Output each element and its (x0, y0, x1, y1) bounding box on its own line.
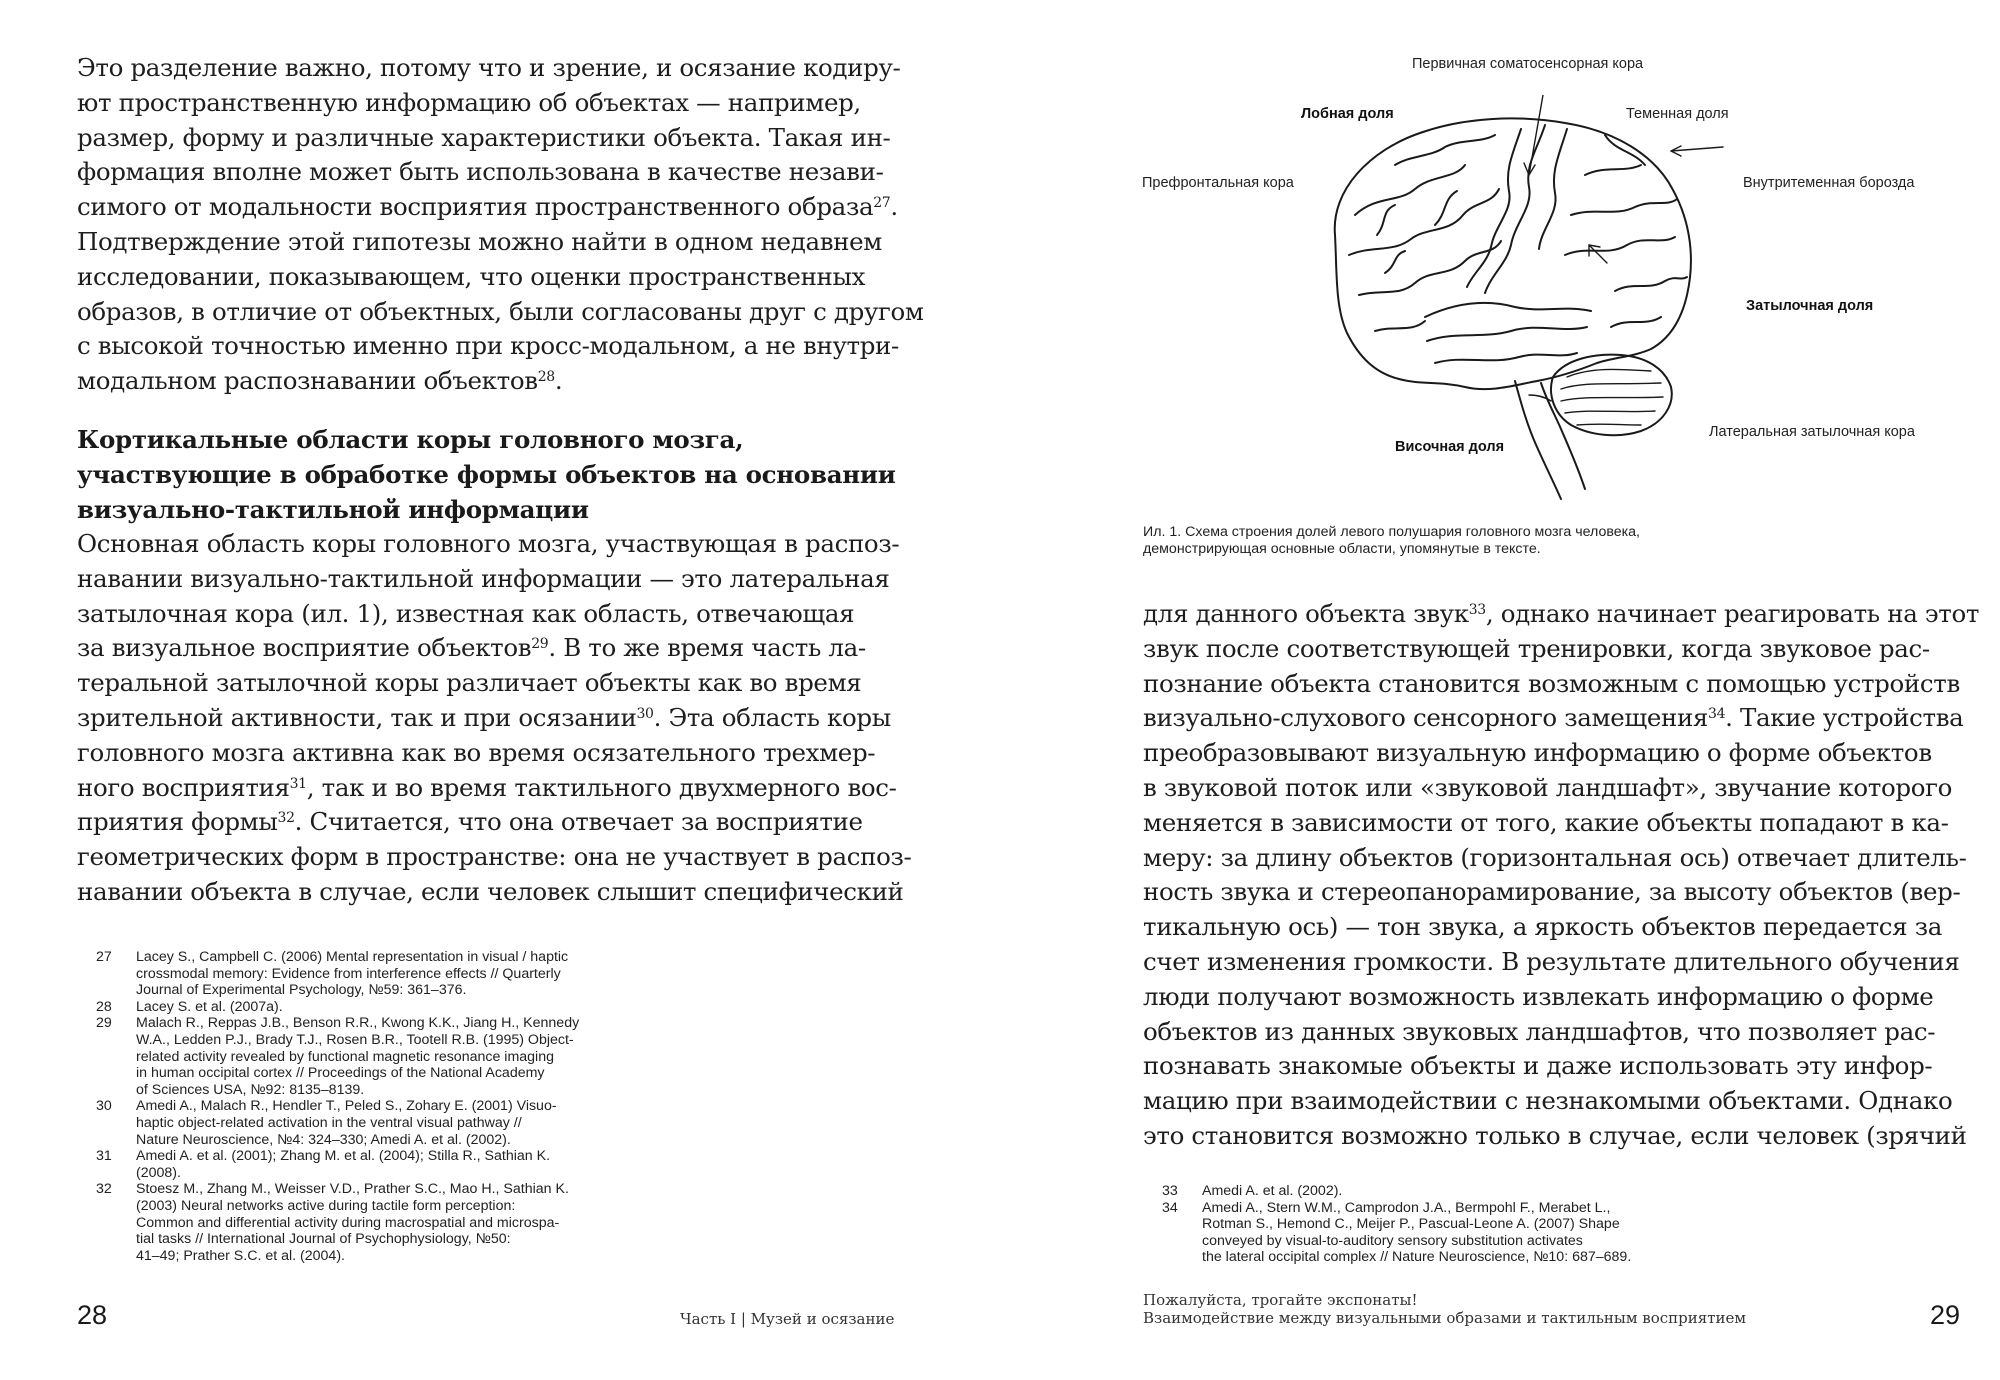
footnote: 32 Stoesz M., Zhang M., Weisser V.D., Prather S.C., Mao H., Sathian K. (2003) Neural networks active during tactile form perception: Common and differential activity during macrospatial and microspa- tial tasks // International Journal of Psychophysiology, №50: 41–49; Prather S.C. et al. (2004). (96, 1181, 569, 1264)
cerebellum-folia (1561, 397, 1663, 401)
footnote-ref[interactable]: 30 (636, 705, 654, 722)
footnote-ref[interactable]: 28 (537, 369, 555, 386)
label-intraparietal-sulcus: Внутритеменная борозда (1743, 175, 1915, 191)
page-number: 29 (1930, 1300, 1961, 1330)
footnote-ref[interactable]: 34 (1708, 706, 1726, 723)
footnote: 33 Amedi A. et al. (2002). (1162, 1183, 1343, 1199)
footnote-ref[interactable]: 29 (531, 636, 549, 653)
footnote: 31 Amedi A. et al. (2001); Zhang M. et al. (2004); Stilla R., Sathian K. (2008). (96, 1148, 551, 1181)
gyrus-line (1375, 321, 1425, 331)
gyrus-line (1427, 327, 1587, 341)
cerebellum-folia (1565, 411, 1655, 413)
page-number: 28 (77, 1300, 108, 1330)
cerebellum-folia (1561, 383, 1661, 389)
gyrus-line (1565, 237, 1675, 255)
gyrus-line (1615, 277, 1687, 291)
label-parietal-lobe: Теменная доля (1626, 106, 1729, 122)
paragraph-lateral-occipital: Основная область коры головного мозга, участвующая в распоз- навании визуально-тактильной информации — это латеральная затылочная кора (ил. 1), известная как область, отвечающая за визуальное восприятие объектов$^{29}$. В то же время часть ла- теральной затылочной коры различает объекты как во время зрительной активности, так и при осязании$^{30}$. Эта область коры головного мозга активна как во время осязательного трехмер- ного восприятия$^{31}$, так и во время тактильного двухмерного вос- приятия формы$^{32}$. Считается, что она отвечает за восприятие геометрических форм в пространстве: она не участвует в распоз- навании объекта в случае, если человек слышит специфический (77, 529, 912, 906)
paragraph-sound-substitution: для данного объекта звук$^{33}$, однако начинает реагировать на этот звук после соответствующей тренировки, когда звуковое рас- познание объекта становится возможным с помощью устройств визуально-слухового сенсорного замещения$^{34}$. Такие устройства преобразовывают визуальную информацию о форме объектов в звуковой поток или «звуковой ландшафт», звучание которого меняется в зависимости от того, какие объекты попадают в ка- меру: за длину объектов (горизонтальная ось) отвечает длитель- ность звука и стереопанорамирование, за высоту объектов (вер- тикальную ось) — тон звука, а яркость объектов передается за счет изменения громкости. В результате длительного обучения люди получают возможность извлекать информацию о форме объектов из данных звуковых ландшафтов, что позволяет рас- познавать знакомые объекты и даже использовать эту инфор- мацию при взаимодействии с незнакомыми объектами. Однако это становится возможно только в случае, если человек (зрячий (1143, 599, 1980, 1150)
label-lateral-occipital: Латеральная затылочная кора (1709, 424, 1915, 440)
footnotes-left (96, 949, 706, 1264)
gyrus-line (1539, 129, 1567, 249)
gyrus-line (1355, 165, 1465, 215)
brain-diagram (1315, 95, 1735, 515)
gyrus-line (1585, 165, 1641, 175)
footnote: 30 Amedi A., Malach R., Hendler T., Peled S., Zohary E. (2001) Visuo- haptic object-related activation in the ventral visual pathway // Nature Neuroscience, №4: 324–330; Amedi A. et al. (2002). (96, 1098, 557, 1148)
paragraph-spatial-info: Это разделение важно, потому что и зрение, и осязание кодиру- ют пространственную информацию об объектах — например, размер, форму и различные характеристики объекта. Такая ин- формация вполне может быть использована в качестве незави- симого от модальности восприятия пространственного образа$^{27}$. Подтверждение этой гипотезы можно найти в одном недавнем исследовании, показывающем, что оценки пространственных образов, в отличие от объектных, были согласованы друг с другом с высокой точностью именно при кросс-модальном, а не внутри- модальном распознавании объектов$^{28}$. (77, 53, 924, 396)
lateral-fissure (1425, 303, 1591, 317)
footnote-ref[interactable]: 32 (277, 810, 295, 827)
footnote: 29 Malach R., Reppas J.B., Benson R.R., Kwong K.K., Jiang H., Kennedy W.A., Ledden P.J., Brady T.J., Rosen B.R., Tootell R.B. (1995) Object- related activity revealed by functional magnetic resonance imaging in human occipital cortex // Proceedings of the National Academy of Sciences USA, №92: 8135–8139. (96, 1015, 580, 1098)
footnote-ref[interactable]: 27 (873, 195, 891, 212)
gyrus-line (1467, 129, 1521, 287)
gyrus-line (1435, 353, 1577, 363)
label-frontal-lobe: Лобная доля (1301, 106, 1394, 122)
footnote: 34 Amedi A., Stern W.M., Camprodon J.A., Bermpohl F., Merabet L., Rotman S., Hemond C., Meijer P., Pascual-Leone A. (2007) Shape conveyed by visual-to-auditory sensory substitution activates the lateral occipital complex // Nature Neuroscience, №10: 687–689. (1162, 1199, 1632, 1266)
right-page (1000, 0, 2000, 1380)
label-primary-somatosensory: Первичная соматосенсорная кора (1412, 56, 1644, 72)
brainstem (1515, 381, 1561, 499)
section-heading: Кортикальные области коры головного мозга, участвующие в обработке формы объектов на основании визуально-тактильной информации (77, 425, 896, 524)
footnotes-right (1162, 1183, 1802, 1266)
running-footer: Часть I | Музей и осязание (680, 1310, 895, 1328)
gyrus-line (1395, 135, 1495, 165)
label-occipital-lobe: Затылочная доля (1746, 298, 1874, 314)
label-temporal-lobe: Височная доля (1395, 439, 1505, 455)
gyrus-line (1385, 251, 1405, 273)
footnote: 27 Lacey S., Campbell C. (2006) Mental representation in visual / haptic crossmodal memory: Evidence from interference effects // Quarterly Journal of Experimental Psychology, №59: 361–376. (96, 949, 569, 999)
running-footer: Пожалуйста, трогайте экспонаты! Взаимодействие между визуальными образами и тактильным восприятием (1143, 1291, 1747, 1327)
gyrus-line (1349, 189, 1499, 255)
footnote-ref[interactable]: 33 (1468, 602, 1486, 618)
gyrus-line (1571, 199, 1677, 215)
cerebellum-outline (1551, 355, 1672, 436)
label-prefrontal-cortex: Префронтальная кора (1142, 175, 1294, 191)
arrow-line (1589, 245, 1607, 263)
footnote: 28 Lacey S. et al. (2007a). (96, 998, 283, 1015)
gyrus-line (1611, 317, 1661, 327)
gyrus-line (1435, 191, 1457, 225)
footnote-ref[interactable]: 31 (289, 775, 307, 792)
cerebellum-folia (1577, 424, 1641, 425)
figure-caption: Ил. 1. Схема строения долей левого полушария головного мозга человека, демонстрирующая основные области, упомянутые в тексте. (1143, 524, 1640, 558)
central-sulcus (1485, 125, 1545, 293)
gyrus-line (1605, 135, 1645, 165)
gyrus-line (1377, 205, 1395, 235)
